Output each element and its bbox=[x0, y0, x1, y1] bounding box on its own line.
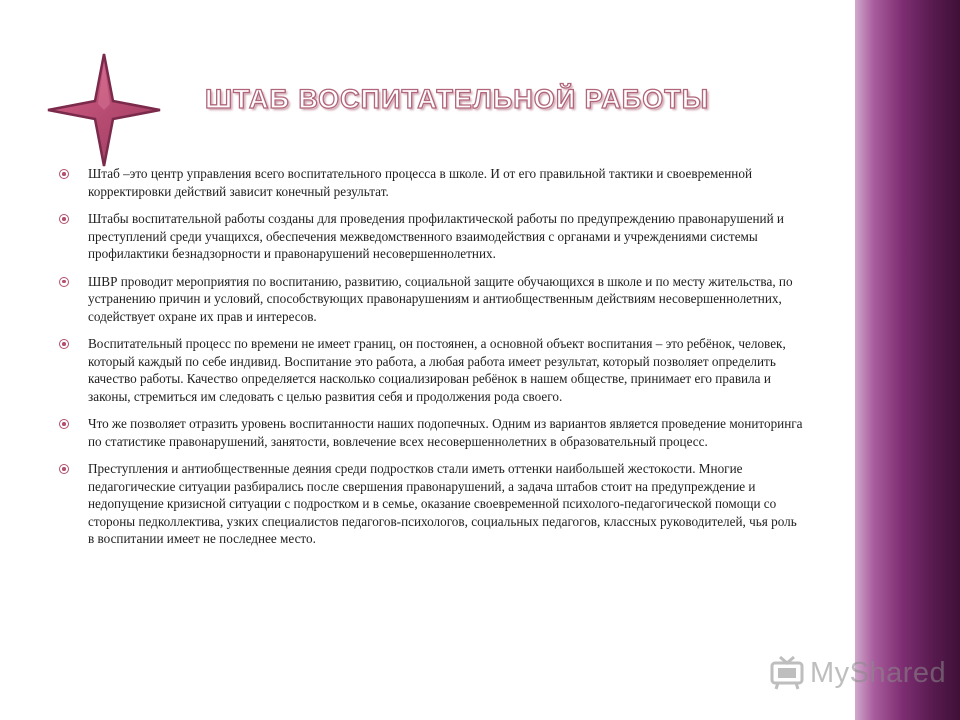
list-item bbox=[58, 415, 803, 450]
bullet-text: Преступления и антиобщественные деяния среди подростков стали иметь оттенки наибольшей жестокости. Многие педагогические ситуации разбирались после свершения правонарушений, а задача штабов стоит на предупреждение и недопущение кризисной ситуации с подростком и в семье, оказание своевременной психолого-педагогической помощи со стороны педколлектива, узких специалистов педагогов-психологов, социальных педагогов, классных руководителей, чья роль в воспитании имеет не последнее место. bbox=[88, 461, 797, 546]
four-point-star-icon bbox=[46, 52, 162, 168]
bullet-icon bbox=[59, 214, 69, 224]
list-item bbox=[58, 460, 803, 548]
myshared-watermark bbox=[768, 655, 946, 691]
bullet-list bbox=[58, 165, 803, 558]
list-item bbox=[58, 273, 803, 326]
bullet-icon bbox=[59, 419, 69, 429]
list-item bbox=[58, 165, 803, 200]
list-item bbox=[58, 335, 803, 405]
watermark-label: MyShared bbox=[810, 656, 947, 689]
bullet-icon bbox=[59, 169, 69, 179]
slide-title: ШТАБ ВОСПИТАТЕЛЬНОЙ РАБОТЫ bbox=[205, 84, 710, 114]
bullet-icon bbox=[59, 339, 69, 349]
bullet-icon bbox=[59, 277, 69, 287]
bullet-text: Воспитательный процесс по времени не имеет границ, он постоянен, а основной объект воспитания – это ребёнок, человек, который каждый по себе индивид. Воспитание это работа, а любая работа имеет результат, который позволяет определить качество работы. Качество определяется насколько социализирован ребёнок в нашем обществе, принимает его правила и законы, стремиться им следовать с целью развития себя и продолжения рода своего. bbox=[88, 336, 786, 404]
bullet-text: Штабы воспитательной работы созданы для проведения профилактической работы по предупреждению правонарушений и преступлений среди учащихся, обеспечения межведомственного взаимодействия с органами и учреждениями системы профилактики безнадзорности и правонарушений несовершеннолетних. bbox=[88, 211, 784, 261]
myshared-logo-icon bbox=[768, 655, 806, 691]
decorative-side-band bbox=[855, 0, 960, 720]
list-item bbox=[58, 210, 803, 263]
bullet-text: ШВР проводит мероприятия по воспитанию, развитию, социальной защите обучающихся в школе и по месту жительства, по устранению причин и условий, способствующих правонарушениям и антиобщественным действиям несовершеннолетних, содействует охране их прав и интересов. bbox=[88, 273, 793, 324]
bullet-text: Штаб –это центр управления всего воспитательного процесса в школе. И от его правильной тактики и своевременной корректировки действий зависит конечный результат. bbox=[88, 166, 753, 199]
bullet-text: Что же позволяет отразить уровень воспитанности наших подопечных. Одним из вариантов является проведение мониторинга по статистике правонарушений, занятости, вовлечение всех несовершеннолетних в образовательный процесс. bbox=[88, 416, 803, 449]
bullet-icon bbox=[59, 464, 69, 474]
